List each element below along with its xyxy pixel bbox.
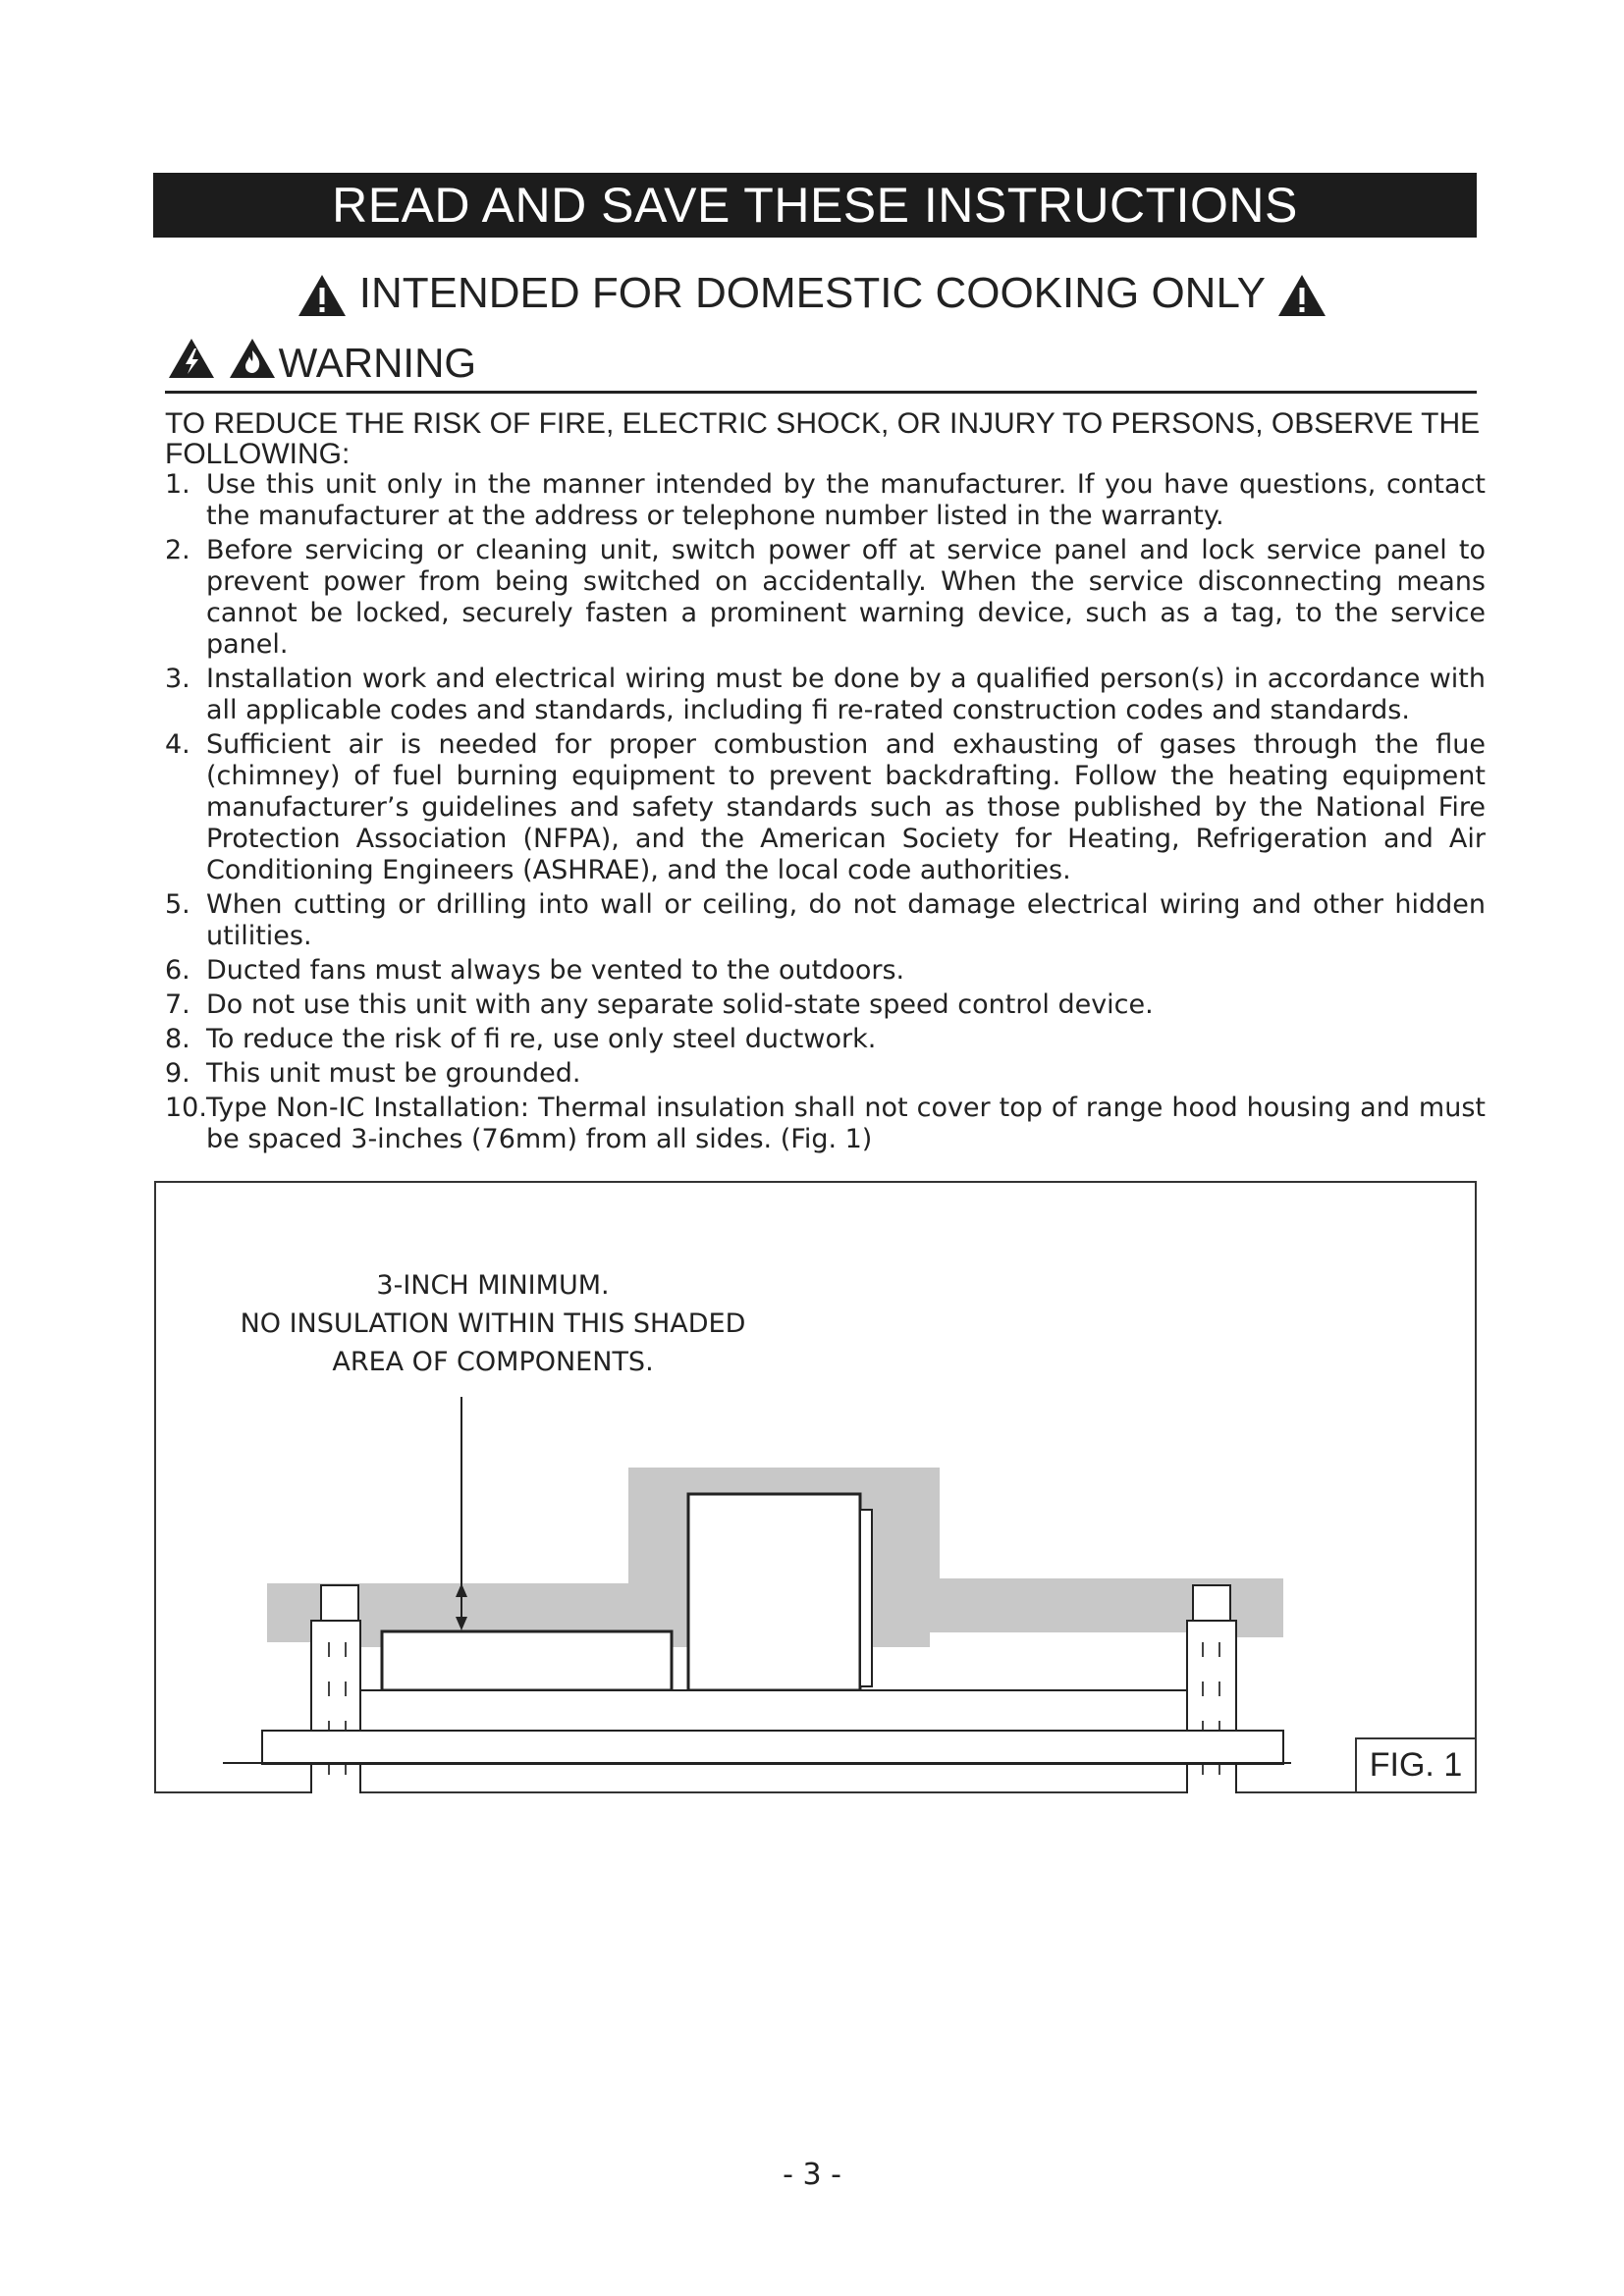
caption-line: 3-INCH MINIMUM. [376, 1270, 610, 1301]
figure-caption [218, 1266, 768, 1381]
figure-label: FIG. 1 [1355, 1737, 1477, 1793]
list-item [165, 955, 1486, 987]
list-item [165, 1093, 1486, 1155]
list-item [165, 1024, 1486, 1055]
list-item [165, 664, 1486, 726]
ceiling-joist-right [1187, 1621, 1236, 1793]
warning-title: WARNING [278, 340, 477, 386]
ceiling-joist-left-cap [321, 1585, 358, 1621]
item-number: 4. [165, 729, 190, 760]
blower-housing-side [860, 1510, 872, 1686]
warning-heading [167, 334, 476, 393]
item-number: 7. [165, 989, 190, 1020]
domestic-cooking-text: INTENDED FOR DOMESTIC COOKING ONLY [358, 269, 1266, 317]
caption-line: NO INSULATION WITHIN THIS SHADED [240, 1308, 746, 1339]
item-number: 8. [165, 1024, 190, 1054]
item-number: 3. [165, 664, 190, 694]
list-item [165, 889, 1486, 952]
ceiling-base [262, 1731, 1283, 1764]
electric-shock-icon [167, 337, 216, 380]
item-text: Ducted fans must always be vented to the outdoors. [206, 955, 905, 986]
item-text: Do not use this unit with any separate solid-state speed control device. [206, 989, 1154, 1020]
item-number: 2. [165, 535, 190, 565]
range-hood-housing [382, 1631, 672, 1690]
item-number: 6. [165, 955, 190, 986]
item-number: 10. [165, 1093, 207, 1123]
page-number: - 3 - [783, 2158, 841, 2192]
list-item [165, 989, 1486, 1021]
item-text: This unit must be grounded. [206, 1058, 581, 1089]
ceiling-joist-left [311, 1621, 360, 1793]
item-text: Installation work and electrical wiring must be done by a qualified person(s) in accordance with all applicable codes and standards, including fi re-rated construction codes and standards. [206, 664, 1486, 725]
item-text: Before servicing or cleaning unit, switch power off at service panel and lock service panel to prevent power from being switched on accidentally. When the service disconnecting means cannot be locked, securely fasten a prominent warning device, such as a tag, to the service panel. [206, 535, 1486, 660]
warning-intro: TO REDUCE THE RISK OF FIRE, ELECTRIC SHOCK, OR INJURY TO PERSONS, OBSERVE THE FOLLOWING: [165, 407, 1481, 470]
domestic-cooking-heading [0, 265, 1624, 322]
item-text: When cutting or drilling into wall or ceiling, do not damage electrical wiring and other hidden utilities. [206, 889, 1486, 951]
item-number: 5. [165, 889, 190, 920]
ceiling-joist-right-cap [1193, 1585, 1230, 1621]
caption-line: AREA OF COMPONENTS. [332, 1347, 654, 1377]
warning-divider [165, 391, 1477, 394]
list-item [165, 1058, 1486, 1090]
item-text: To reduce the risk of fi re, use only steel ductwork. [206, 1024, 877, 1054]
fire-hazard-icon [228, 337, 277, 380]
list-item [165, 469, 1486, 532]
warning-triangle-icon [297, 273, 348, 318]
item-number: 9. [165, 1058, 190, 1089]
warning-triangle-icon [1276, 273, 1327, 318]
item-text: Sufficient air is needed for proper combustion and exhausting of gases through the flue (chimney) of fuel burning equipment to prevent backdrafting. Follow the heating equipment manufacturer’s guidelines and safety standards such as those published by the National Fire Protection Association (NFPA), and the American Society for Heating, Refrigeration and Air Conditioning Engineers (ASHRAE), and the local code authorities. [206, 729, 1486, 885]
blower-housing [688, 1494, 860, 1690]
list-item [165, 729, 1486, 886]
item-text: Use this unit only in the manner intended by the manufacturer. If you have questions, contact the manufacturer at the address or telephone number listed in the warranty. [206, 469, 1486, 531]
item-number: 1. [165, 469, 190, 500]
list-item [165, 535, 1486, 661]
safety-instructions-list [165, 469, 1486, 1158]
item-text: Type Non-IC Installation: Thermal insulation shall not cover top of range hood housing and must be spaced 3-inches (76mm) from all sides. (Fig. 1) [206, 1093, 1486, 1154]
instructions-banner: READ AND SAVE THESE INSTRUCTIONS [153, 173, 1477, 238]
